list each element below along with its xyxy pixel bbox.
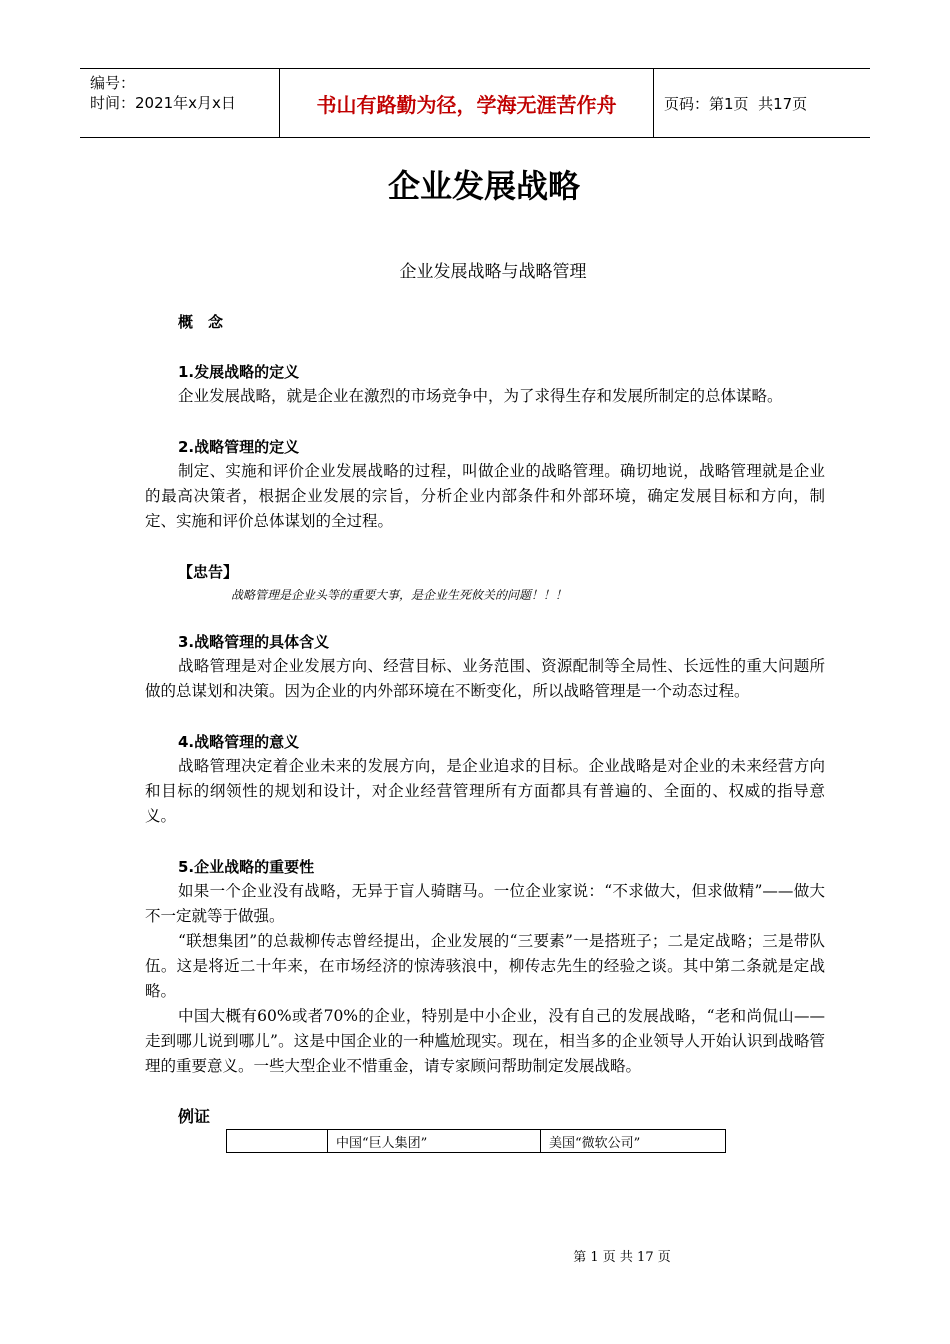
section-heading: 1.发展战略的定义: [178, 363, 300, 381]
table-cell: 中国“巨人集团”: [328, 1130, 541, 1153]
page-footer: 第 1 页 共 17 页: [573, 1250, 671, 1265]
section-heading: 3.战略管理的具体含义: [178, 633, 330, 651]
section-paragraph: “联想集团”的总裁柳传志曾经提出，企业发展的“三要素”一是搭班子；二是定战略；三是带队伍。这是将近二十年来，在市场经济的惊涛骇浪中，柳传志先生的经验之谈。其中第二条就是定战略。: [145, 932, 825, 1000]
concept-heading: 概 念: [178, 313, 224, 331]
section-paragraph: 战略管理是对企业发展方向、经营目标、业务范围、资源配制等全局性、长远性的重大问题所做的总谋划和决策。因为企业的内外部环境在不断变化，所以战略管理是一个动态过程。: [145, 657, 825, 700]
section-heading: 4.战略管理的意义: [178, 733, 300, 751]
section-paragraph: 企业发展战略，就是企业在激烈的市场竞争中，为了求得生存和发展所制定的总体谋略。: [178, 387, 783, 405]
header-page-info: [654, 69, 870, 137]
header-meta: [80, 69, 280, 137]
page-info-text: 页码：第1页 共17页: [664, 94, 808, 113]
section-paragraph: 战略管理决定着企业未来的发展方向，是企业追求的目标。企业战略是对企业的未来经营方向和目标的纲领性的规划和设计，对企业经营管理所有方面都具有普遍的、全面的、权威的指导意义。: [145, 757, 825, 825]
document-body: [145, 310, 825, 1153]
table-row: [227, 1130, 726, 1153]
table-cell: 美国“微软公司”: [541, 1130, 726, 1153]
document-subtitle: 企业发展战略与战略管理: [399, 262, 587, 282]
document-title: 企业发展战略: [387, 167, 580, 205]
advice-heading: 【忠告】: [178, 563, 239, 581]
section-heading: 2.战略管理的定义: [178, 438, 300, 456]
section-paragraph: 如果一个企业没有战略，无异于盲人骑瞎马。一位企业家说：“不求做大，但求做精”——做大不一定就等于做强。: [145, 882, 825, 925]
section-paragraph: 制定、实施和评价企业发展战略的过程，叫做企业的战略管理。确切地说，战略管理就是企业的最高决策者，根据企业发展的宗旨，分析企业内部条件和外部环境，确定发展目标和方向，制定、实施和评价总体谋划的全过程。: [145, 462, 825, 530]
section-heading: 5.企业战略的重要性: [178, 858, 315, 876]
advice-text: 战略管理是企业头等的重要大事，是企业生死攸关的问题！！！: [231, 588, 568, 602]
header-motto: 书山有路勤为径，学海无涯苦作舟: [280, 69, 654, 137]
section-paragraph: 中国大概有60%或者70%的企业，特别是中小企业，没有自己的发展战略，“老和尚侃山——走到哪儿说到哪儿”。这是中国企业的一种尴尬现实。现在，相当多的企业领导人开始认识到战略管理的重要意义。一些大型企业不惜重金，请专家顾问帮助制定发展战略。: [145, 1007, 825, 1075]
page-header: [80, 68, 870, 138]
time-label: 时间：2021年x月x日: [90, 94, 236, 112]
number-label: 编号：: [90, 74, 136, 92]
example-heading: 例证: [178, 1107, 211, 1126]
example-table: [226, 1129, 726, 1153]
table-cell: [227, 1130, 328, 1153]
